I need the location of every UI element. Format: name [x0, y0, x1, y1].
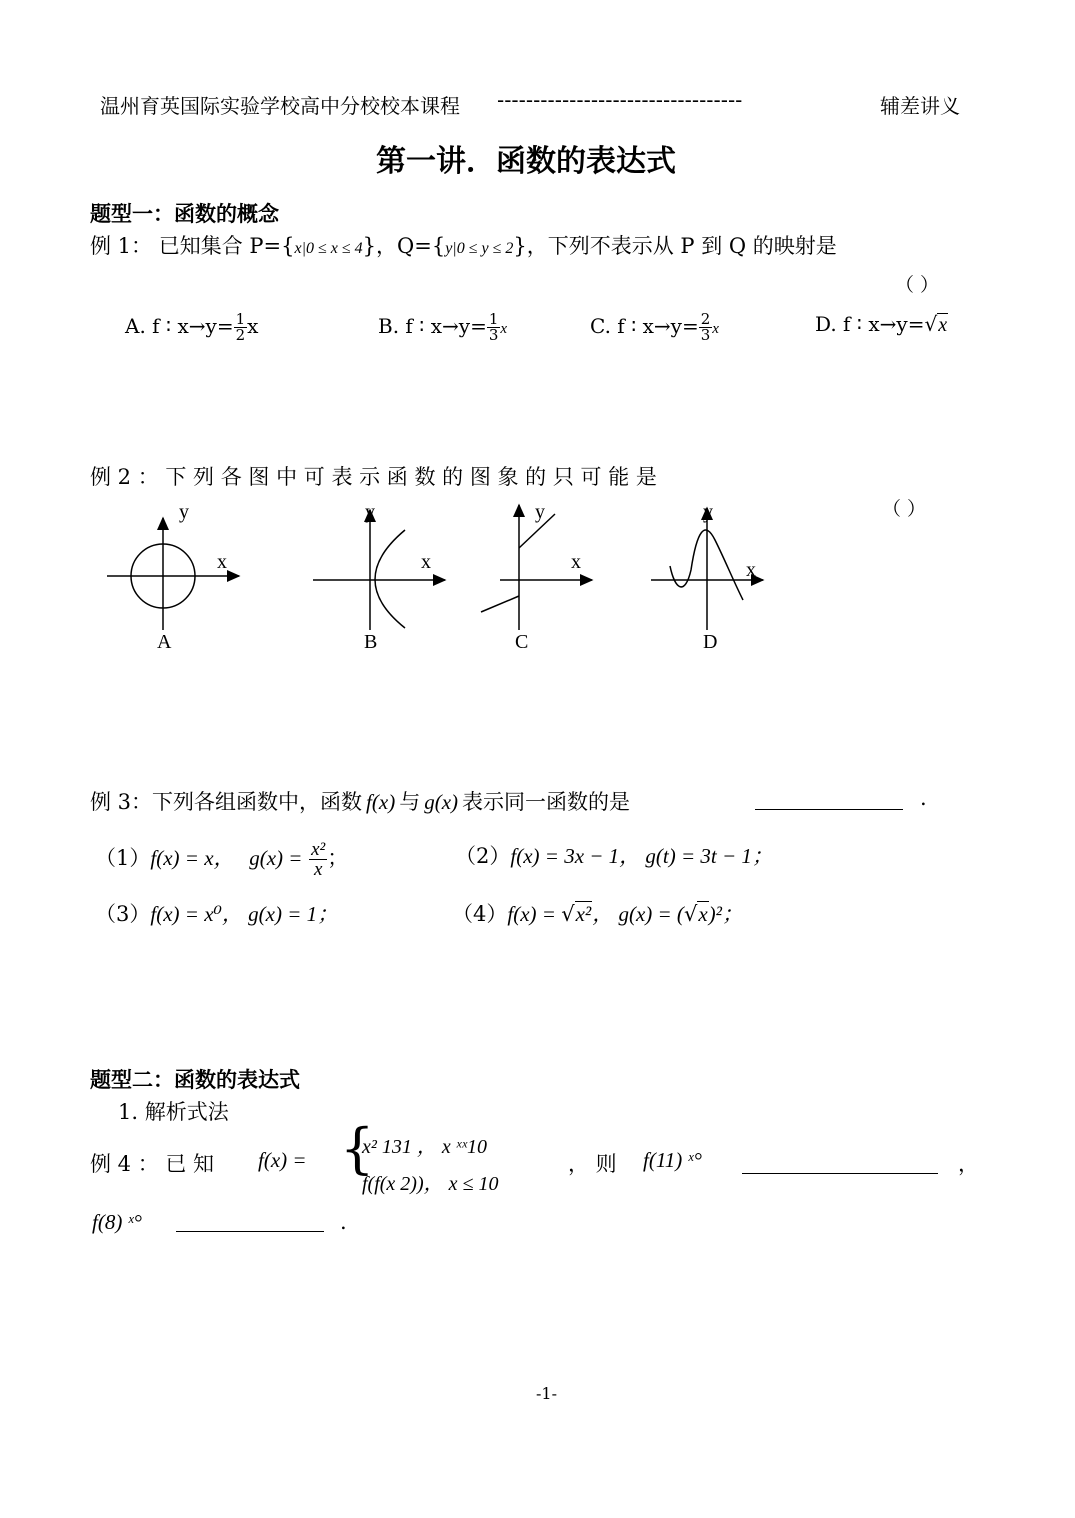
ex3-item-2 [455, 840, 773, 870]
ex1-suffix: }，下列不表示从 P 到 Q 的映射是 [513, 234, 837, 258]
ex4-case-2: f(f(x 2))， x ≤ 10 [362, 1173, 499, 1195]
section2-sub: 1. 解析式法 [118, 1100, 229, 1124]
option-c-fraction: $\frac{2}{3}$ [700, 310, 711, 344]
option-c-label: C. f ∶ x→y= [590, 314, 699, 338]
graph-d-x-label: x [746, 559, 756, 581]
graph-c-letter: C [515, 631, 529, 653]
graph-d-y-label: y [703, 501, 713, 523]
graph-b-letter: B [364, 631, 378, 653]
graph-c-x-label: x [571, 551, 581, 573]
ex4-f8-blank[interactable] [176, 1230, 324, 1232]
ex3-stem-a: 例 3：下列各组函数中，函数 [90, 790, 363, 814]
ex3-answer-blank[interactable] [755, 808, 903, 810]
ex3-item-4-f: f(x) = [507, 902, 562, 926]
ex3-item-4: （4）f(x) = √x²， g(x) = (√x)²； [452, 902, 743, 926]
ex4-period: . [340, 1210, 347, 1234]
header-course: 辅差讲义 [880, 94, 960, 118]
ex2-graphs [95, 500, 795, 660]
ex4-f11-blank[interactable] [742, 1172, 938, 1174]
page-title: 第一讲．函数的表达式 [376, 144, 676, 179]
graph-c-y-label: y [535, 501, 545, 523]
ex3-item-2-label: （2） [455, 844, 511, 868]
ex4-brace: { [340, 1117, 375, 1180]
ex2-answer-paren: （ ） [882, 498, 927, 520]
ex3-item-2-text: f(x) = 3x − 1， g(t) = 3t − 1； [510, 844, 773, 868]
ex1-stem [90, 230, 837, 260]
ex3-item-4-sqrt: x² [575, 902, 592, 926]
graph-b-x-label: x [421, 551, 431, 573]
ex3-item-1-end: ； [327, 846, 349, 870]
ex3-item-1-fraction: $\frac{\text{x²}}{x}$ [311, 839, 326, 880]
option-a-fraction: $\frac{1}{2}$ [235, 310, 246, 344]
ex3-stem-c: 表示同一函数的是 [462, 790, 631, 814]
section2-heading: 题型二：函数的表达式 [90, 1068, 300, 1092]
ex3-item-4-end: )²； [708, 902, 743, 926]
ex3-f: f(x) [366, 790, 396, 814]
ex3-item-1-g: g(x) = [249, 846, 303, 870]
ex4-prefix: 例 4 ： 已 知 [90, 1152, 215, 1176]
ex1-option-d: D. f ∶ x→y=√x [815, 312, 948, 336]
option-b-label: B. f ∶ x→y= [378, 314, 487, 338]
ex3-item-4-sqrt2: x [698, 902, 708, 926]
ex3-period: . [920, 786, 927, 810]
ex3-item-3-label: （3） [95, 902, 151, 926]
graph-a-x-label: x [217, 551, 227, 573]
graph-d-letter: D [703, 631, 718, 653]
ex3-item-1-label: （1） [95, 846, 151, 870]
ex1-mid: }，Q={ [362, 234, 446, 258]
header-dashes: ---------------------------------- [497, 88, 743, 112]
option-c-tail: x [712, 321, 719, 337]
option-a-tail: x [247, 314, 259, 338]
ex3-item-4-g: ， g(x) = ( [592, 902, 684, 926]
ex3-stem [90, 786, 630, 816]
ex1-prefix: 例 1： 已知集合 P={ [90, 234, 295, 258]
ex1-option-b [378, 312, 507, 343]
ex3-item-1-f: f(x) = x， [150, 846, 235, 870]
graph-d [651, 501, 763, 653]
graph-c-lower-line [481, 596, 519, 612]
option-b-tail: x [500, 321, 508, 337]
ex4-fx: f(x) = [258, 1148, 307, 1172]
graph-a-y-label: y [179, 501, 189, 523]
option-a-label: A. f ∶ x→y= [125, 314, 234, 338]
graph-a-letter: A [157, 631, 172, 653]
graph-c [481, 501, 592, 653]
ex4-f8: f(8) ˣ° [92, 1210, 142, 1234]
graph-a [107, 501, 239, 653]
ex1-option-c [590, 312, 719, 343]
ex4-then: ， 则 [568, 1152, 617, 1176]
option-d-sqrt: x [938, 314, 948, 336]
ex4-case-1: x² 131 ， x ˣˣ10 [362, 1136, 488, 1158]
header-school: 温州育英国际实验学校高中分校校本课程 [100, 94, 460, 118]
ex4-f11: f(11) ˣ° [643, 1148, 702, 1172]
option-d-label: D. f ∶ x→y= [815, 312, 925, 336]
ex1-option-a [125, 312, 258, 343]
option-b-fraction: $\frac{1}{3}$ [488, 310, 499, 344]
ex1-p-set: x|0 ≤ x ≤ 4 [294, 240, 363, 257]
graph-b [313, 501, 445, 653]
ex3-item-1 [95, 840, 348, 879]
ex3-g: g(x) [424, 790, 459, 814]
ex1-q-set: y|0 ≤ y ≤ 2 [445, 240, 514, 257]
ex3-item-4-label: （4） [452, 902, 508, 926]
section1-heading: 题型一：函数的概念 [90, 202, 279, 226]
ex4-comma: ， [958, 1152, 979, 1176]
ex1-answer-paren: （ ） [895, 274, 940, 296]
ex3-stem-b: 与 [399, 790, 421, 814]
ex3-item-3 [95, 898, 338, 928]
ex2-stem: 例 2 ： 下 列 各 图 中 可 表 示 函 数 的 图 象 的 只 可 能 是 [90, 465, 657, 489]
graph-b-y-label: y [365, 501, 375, 523]
page-number: -1- [536, 1384, 557, 1403]
ex3-item-3-text: f(x) = x⁰， g(x) = 1； [150, 902, 339, 926]
graph-b-parabola [375, 530, 405, 628]
